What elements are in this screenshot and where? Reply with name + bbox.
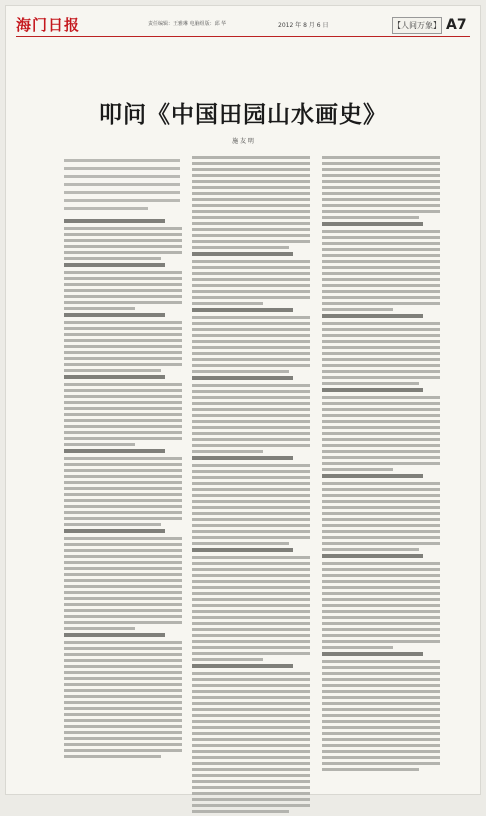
- newspaper-page: [6, 6, 480, 794]
- section-label: 【人间万象】: [392, 17, 442, 34]
- page-number: A7: [446, 17, 467, 33]
- article-column-1: [64, 216, 182, 761]
- article-headline: 叩问《中国田园山水画史》: [99, 101, 387, 128]
- newspaper-logo: 海门日报: [16, 16, 81, 34]
- article-column-3: [322, 156, 440, 774]
- article-lead: [64, 156, 180, 215]
- article-column-2: [192, 156, 310, 816]
- article-byline: 施 友 明: [232, 138, 254, 145]
- issue-date: 2012 年 8 月 6 日: [278, 22, 329, 29]
- editor-credits: 责任编辑：王雅琳 电脑组版：邱 华: [148, 21, 227, 27]
- masthead: [16, 14, 470, 37]
